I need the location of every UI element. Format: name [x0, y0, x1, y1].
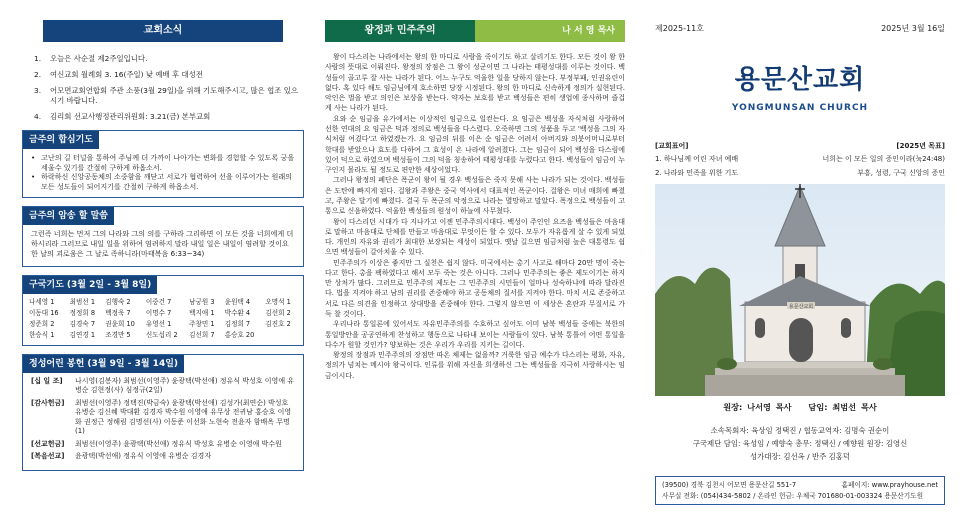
table-cell: 남궁원 3	[189, 298, 215, 307]
table-cell: 홍승호 20	[224, 330, 255, 339]
sermon-body	[325, 52, 625, 381]
sermon-title: 왕정과 민주주의	[325, 20, 475, 42]
table-cell: 윤원택 4	[224, 298, 251, 307]
offering-box	[22, 354, 304, 472]
table-cell: 박수환 4	[224, 309, 251, 318]
weekly-prayer-item: 하락하신 신앙공동체의 소중함을 깨닫고 서로가 협력하여 선을 이루어가는 원래의 모든 성도들이 되어지기를 간절히 구하게 하옵소서.	[41, 172, 293, 191]
table-cell: 백지애 1	[189, 309, 215, 318]
sermon-paragraph: 민주주의가 이상은 좋지만 그 실천은 쉽지 않다. 미국에서는 총기 사고로 해마다 20만 명이 죽는다고 한다. 총을 팩하였다고 해서 모두 죽는 것은 아니다. 그러나 민주주의는 좋은 제도이기는 하지만 상처가 많다. 그러므로 민주주의 제도는 그 민주주의 시민들이 얼마나 성숙하냐에 따라 달라진다. 법을 지켜야 하고 남의 권리를 존중해야 하고 공동체의 질서를 지켜야 한다. 마치 서로 존중하고 서로 다른 의견을 인정하고 상대방을 존중해야 한다. 그렇지 않으면 이 세상은 혼란과 무질서로 가득 찰 것이다.	[325, 258, 625, 319]
sermon-header	[325, 20, 625, 42]
table-cell: 김경숙 7	[69, 320, 96, 329]
weekly-prayer-item: 고난의 길 터널을 통하여 주님께 더 가까이 나아가는 변화를 경험할 수 있도록 궁을 세울수 있기를 간절히 구하게 하옵소서.	[41, 153, 295, 172]
table-row	[27, 297, 299, 308]
year-goal-line: 부흥, 성령, 구국 신앙의 증인	[857, 168, 945, 177]
table-row	[27, 308, 299, 319]
table-cell: 김연경 1	[69, 330, 96, 339]
weekly-verse-box	[22, 206, 304, 267]
issue-date: 2025년 3월 16일	[881, 24, 945, 33]
vision-tag: [교회표어]	[655, 142, 689, 151]
church-illustration	[655, 184, 945, 396]
table-cell: 김정희 7	[224, 320, 251, 329]
sermon-paragraph: 우리나라 통일론에 있어서도 자유민주주의를 수호하고 싶어도 이미 남북 백성들 중에는 북한의 통일방안을 공공연하게 찬성하고 행동으로 나타내 보이는 사람들이 있다. 남북 통틀어 어떤 통일을 다수가 원할 것인가? 양보하는 것은 우리가 우리를 지키는 길이다.	[325, 320, 625, 349]
table-cell: 김행숙 2	[105, 298, 131, 307]
issue-number: 제2025-11호	[655, 24, 704, 33]
weekly-prayer-box: 금주의 합심기도 • 고난의 길 터널을 통하여 주님께 더 가까이 나아가는 변화를 경험할 수 있도록 궁을 세울수 있기를 간절히 구하게 하옵소서. • 하락하신 신앙공동체의 소중함을 깨닫고 서로가 협력하여 선을 이루어가는 원래의 모든 성도들이 되어지기를 간절히 구하게 하옵소서.	[22, 130, 304, 198]
table-cell: 조경만 5	[105, 330, 131, 339]
sermon-paragraph: 왕이 다스리는 나라에서는 왕의 한 마디로 사람을 죽이기도 하고 살리기도 한다. 모든 것이 왕 한 사람의 뜻대로 이뤄진다. 왕정의 장점은 그 왕이 성군이면 그 나라는 태평성대를 이루는 것이다. 백성들이 골고루 잘 사는 나라가 된다. 어느 누구도 억울한 일을 당하지 않는다. 부정부패, 인권유린이 없다. 혹 있다 해도 임금님에게 호소하면 당장 시정된다. 왕의 한 마디로 신속하게 정의가 실현된다. 악인은 벌을 받고 의인은 보상을 받는다. 약자는 보호를 받고 백성들은 편히 생업에 종사하며 즐겁게 사는 나라가 된다.	[325, 53, 625, 113]
offering-row: [복음선교] 윤광택(박선애) 정유식 이영애 유병순 김경자	[31, 452, 212, 461]
table-cell: 최범선 1	[69, 298, 96, 307]
sermon-paragraph: 그러나 왕정의 폐단은 폭군이 왕이 될 경우 백성들은 죽지 못해 사는 나라가 되는 것이다. 백성들은 도탄에 빠지게 된다. 걸왕과 주왕은 중국 역사에서 대표적인 폭군이다. 걸왕은 미녀 매희에 빠졌고, 주왕은 달기에 빠졌다. 결국 두 폭군의 악정으로 나라는 멸망하고 말았다. 폭정으로 백성들이 고통으로 신음하였다. 억울한 백성들의 원성이 하늘에 사무쳤다.	[325, 176, 625, 216]
table-cell: 한승식 1	[29, 330, 55, 339]
table-cell: 정준희 2	[29, 320, 55, 329]
contact-line: 사무실 전화: (054)434-5802 / 온라인 헌금: 우체국 701680-01-003324 용문산기도원	[662, 491, 924, 500]
senior-pastor: 원장: 나서영 목사	[723, 401, 792, 412]
weekly-verse-text: 그런즉 너희는 먼저 그의 나라와 그의 의를 구하라 그리하면 이 모든 것을 너희에게 더하시리라 그러므로 내일 일을 위하여 염려하지 말라 내일 일은 내일이 염려할 것이요 한 날의 괴로움은 그 날로 족하니라(마태복음 6:33~34)	[31, 229, 294, 258]
table-cell: 이중건 7	[145, 298, 172, 307]
pastor-row	[655, 402, 945, 413]
news-item: 1. 오늘은 사순절 제2주일입니다.	[34, 54, 148, 63]
church-name-english: YONGMUNSAN CHURCH	[731, 102, 869, 113]
vision-item: 2. 나라와 민족을 위한 기도	[655, 168, 739, 177]
table-cell: 나세영 1	[29, 298, 55, 307]
table-cell: 주창민 1	[189, 320, 215, 329]
district-prayer-table	[27, 297, 299, 341]
table-cell: 신도섭리 2	[145, 330, 178, 339]
address: (39500) 경북 김천시 어모면 용문산길 551-7	[662, 480, 797, 489]
table-cell: 이명수 7	[145, 309, 172, 318]
offering-row: [감사헌금] 최범선(이영주) 정택진(박금숙) 윤광택(박선애) 김성가(최연순) 박성호 유병순 김신혜 박대환 김경자 박수원 이영애 유무상 전귀남 홍승호 이영화 권정근 정해림 김명선(사) 이동준 이선화 노현숙 전윤자 함배옥 무명(1)	[31, 398, 292, 436]
table-cell: 백정욱 7	[105, 309, 131, 318]
news-item: 2. 여신교회 월례회 3. 16(주일) 낮 예배 후 대성전	[34, 69, 203, 79]
weekly-verse-title: 금주의 암송 할 말씀	[23, 207, 114, 225]
staff-line: 구국제단 담임: 육성임 / 예향숙 총무: 정택신 / 예향원 원장: 김영신	[692, 438, 908, 448]
sermon-column	[325, 0, 625, 528]
church-name: 용문산교회	[734, 64, 866, 95]
year-goal-tag: [2025년 목표]	[896, 142, 945, 151]
table-cell: 김선희 2	[265, 309, 291, 318]
website-link[interactable]: 홈페이지: www.prayhouse.net	[841, 480, 938, 489]
vision-item: 1. 하나님께 어린 자녀 예배	[655, 155, 739, 164]
district-prayer-box	[22, 275, 304, 346]
year-goal-line: 너희는 이 모든 일의 증인이라(눅24:48)	[822, 155, 945, 164]
table-cell: 김선희 7	[189, 330, 215, 339]
staff-line: 소속목회자: 육상임 정택진 / 협동교역자: 김명숙 권순이	[710, 425, 890, 435]
table-cell: 권윤희 10	[105, 320, 135, 329]
table-cell: 정정희 8	[69, 309, 96, 318]
offering-row: [십 일 조] 나시영(김봉자) 최범선(이영주) 윤광택(박선애) 정유식 박성호 이영애 유병순 김현정(사) 심정규(2일)	[31, 376, 295, 395]
sermon-paragraph: 왕이 다스리던 시대가 다 지나가고 이젠 민주주의시대다. 백성이 주인인 요즈음 백성들은 마음대로 말하고 마음대로 단체를 만들고 마음대로 무엇이든 할 수 있다. 모두가 자유롭게 살 수 있게 되었다. 개인의 자유와 권리가 최대한 보장되는 세상이 되었다. 옛날 길으면 임금처럼 높은 대통령도 쉽으면 백성들이 갈아치울 수 있다.	[325, 217, 625, 257]
news-column	[22, 0, 304, 528]
address-box	[655, 476, 945, 505]
offering-title: 정성어린 봉헌 (3월 9일 - 3월 14일)	[23, 355, 184, 373]
lead-pastor: 담임: 최범선 목사	[808, 401, 877, 412]
news-item: 3. 어모면교회연합회 주관 소풍(3월 29일)을 위해 기도해주시고, 많은 협조 있으시기 바랍니다.	[34, 85, 299, 105]
church-photo	[655, 184, 945, 396]
table-row	[27, 319, 299, 330]
sermon-preacher: 나 서 영 목사	[475, 20, 625, 42]
news-list	[34, 54, 304, 122]
staff-list	[655, 425, 945, 464]
sermon-paragraph: 왕정의 장점과 민주주의의 장점만 따온 체제는 없을까? 거룩한 임금 예수가 다스리는 평화, 자유, 정의가 넘치는 메시야 왕국이다. 인류를 위해 자신을 희생하신 그는 백성들을 지극히 사랑하시는 임금이시다.	[325, 351, 625, 380]
table-cell: 유영선 1	[145, 320, 172, 329]
church-goals	[655, 140, 945, 180]
table-cell: 오명석 1	[265, 298, 291, 307]
table-row	[27, 330, 299, 341]
news-item: 4. 김리회 선교사행정관리위원회: 3.21(금) 본부교회	[34, 111, 211, 121]
table-cell: 김진호 2	[265, 320, 291, 329]
issue-row	[655, 24, 945, 35]
offering-row: [선교헌금] 최범선(이영주) 윤광택(박선애) 정유식 박성호 유병순 이영애 박수원	[31, 439, 282, 448]
svg-text:용문산교회: 용문산교회	[788, 303, 814, 310]
news-title: 교회소식	[43, 20, 283, 42]
table-cell: 이동대 16	[29, 309, 59, 318]
table-cell	[263, 330, 299, 341]
sermon-paragraph: 요와 순 임금을 유가에서는 이상적인 임금으로 일컫는다. 요 임금은 백성을 자식처럼 사랑하여 선한 연대의 요 임금은 덕과 정의로 백성들을 다스렸다. 오죽하면 그의 성품을 두고 '백성을 그의 자식처럼 여겼다'고 하였겠는가. 요 임금의 뒤를 이은 순 임금은 어려서 아버지와 의붓어머니로부터 학대를 받았으나 효도를 다하여 그 효성이 온 나라에 알려졌다. 그는 임금이 되어 백성을 다스림에 있어 덕으로 하였으며 백성들이 그의 덕을 칭송하여 태평성대를 누렸다고 한다. 백성들이 임금이 누구인지 몰라도 될 정도로 편안한 세상이었다.	[325, 114, 625, 175]
staff-line: 성가대장: 김선옥 / 반주 김홍덕	[749, 451, 851, 461]
weekly-prayer-title: 금주의 합심기도	[23, 131, 99, 149]
district-prayer-title: 구국기도 (3월 2일 - 3월 8일)	[23, 276, 157, 294]
cover-column	[655, 0, 945, 528]
